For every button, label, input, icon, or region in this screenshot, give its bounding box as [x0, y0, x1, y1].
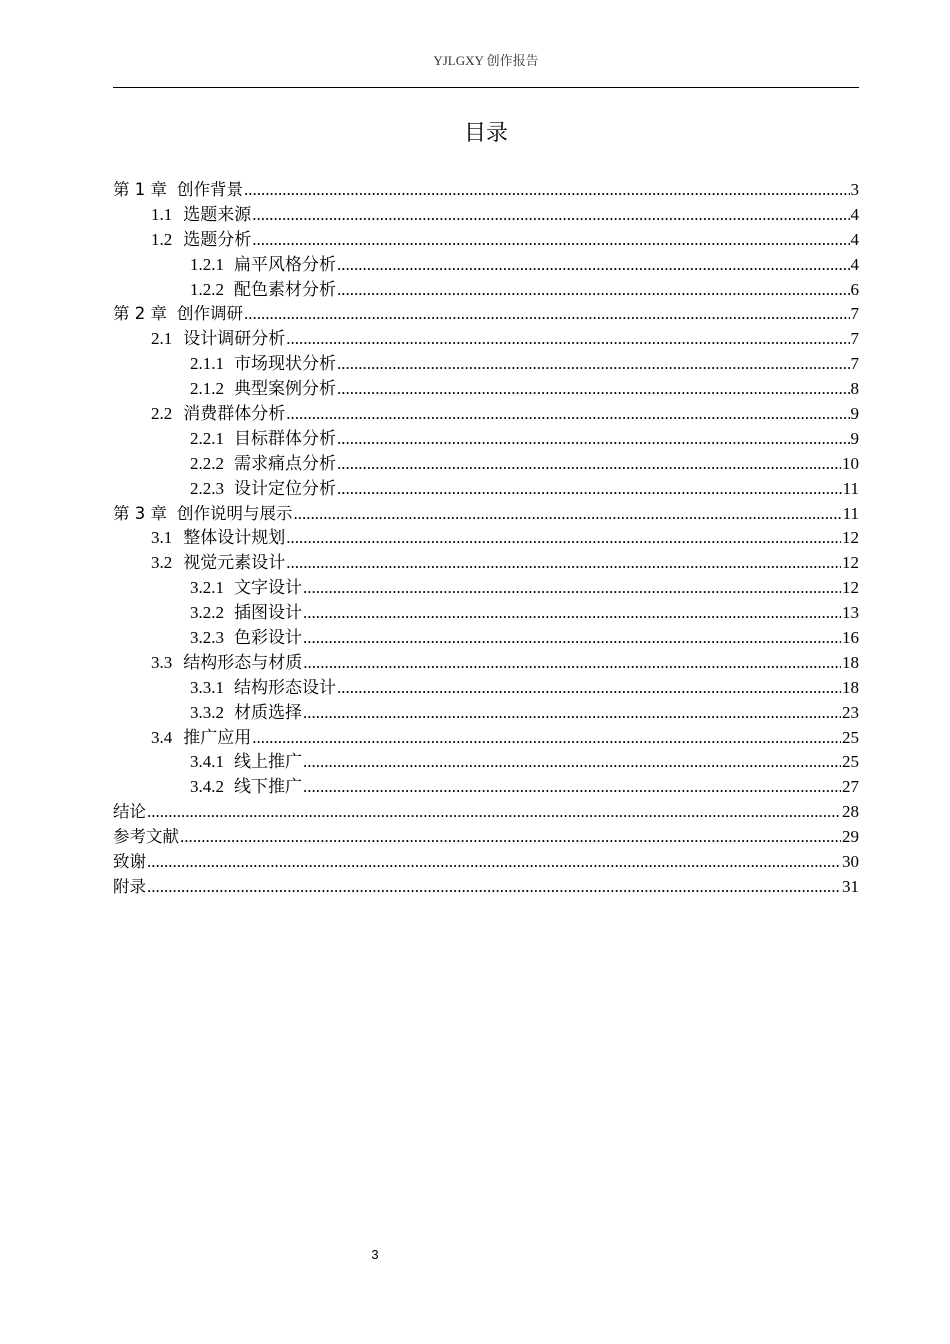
toc-entry-label: [190, 452, 336, 477]
toc-entry-page: 4: [850, 254, 859, 274]
toc-entry-text: 色彩设计: [234, 628, 302, 648]
toc-entry-page: 3: [850, 180, 859, 199]
toc-entry[interactable]: [113, 875, 859, 900]
toc-dot-leader: [244, 302, 850, 327]
toc-entry-label: [190, 477, 336, 502]
toc-entry-page: 7: [850, 304, 859, 324]
toc-dot-leader: [294, 502, 842, 527]
toc-dot-leader: [303, 601, 841, 626]
toc-entry-page: 11: [842, 478, 859, 498]
toc-entry[interactable]: [113, 352, 859, 377]
toc-entry-text: 典型案例分析: [234, 379, 336, 399]
toc-entry-number: 3.3: [151, 652, 173, 672]
toc-dot-leader: [286, 551, 841, 576]
toc-entry-page: 25: [842, 752, 859, 772]
toc-entry[interactable]: [113, 228, 859, 253]
toc-entry-label: [113, 178, 243, 203]
toc-dot-leader: [286, 402, 849, 427]
toc-dot-leader: [303, 701, 841, 726]
toc-entry-number: 1.1: [151, 204, 173, 224]
toc-dot-leader: [337, 352, 850, 377]
toc-entry-text: 材质选择: [234, 702, 302, 722]
toc-entry-page: 29: [842, 827, 859, 847]
footer-page-number: 3: [371, 1247, 379, 1262]
toc-entry-text: 配色素材分析: [234, 279, 336, 299]
toc-entry[interactable]: [113, 701, 859, 726]
toc-entry-page: 12: [842, 578, 859, 598]
toc-entry-label: [113, 302, 243, 327]
toc-dot-leader: [147, 800, 841, 825]
toc-entry[interactable]: [113, 576, 859, 601]
toc-dot-leader: [286, 526, 841, 551]
toc-entry-page: 30: [842, 852, 859, 872]
toc-entry-number: 2.2.3: [190, 478, 224, 498]
toc-entry-label: [190, 775, 302, 800]
toc-entry-text: 扁平风格分析: [234, 254, 336, 274]
toc-entry-text: 创作调研: [177, 304, 243, 324]
toc-dot-leader: [303, 626, 841, 651]
toc-entry-number: 2.2.2: [190, 453, 224, 473]
toc-entry-label: [113, 825, 179, 850]
toc-entry-text: 设计定位分析: [234, 478, 336, 498]
toc-dot-leader: [180, 825, 841, 850]
toc-entry-label: [151, 526, 285, 551]
toc-entry-text: 线下推广: [234, 777, 302, 797]
toc-entry[interactable]: [113, 850, 859, 875]
toc-entry-page: 23: [842, 702, 859, 722]
toc-entry-page: 16: [842, 628, 859, 648]
toc-entry-number: 3.3.2: [190, 702, 224, 722]
toc-entry[interactable]: [113, 825, 859, 850]
toc-entry-number: 3.2.3: [190, 628, 224, 648]
toc-dot-leader: [337, 477, 842, 502]
toc-dot-leader: [252, 203, 849, 228]
toc-dot-leader: [244, 178, 850, 203]
toc-entry-number: 3.4.2: [190, 777, 224, 797]
toc-dot-leader: [286, 327, 849, 352]
toc-title: 目录: [463, 121, 508, 146]
toc-dot-leader: [337, 427, 850, 452]
toc-entry-label: [190, 601, 302, 626]
toc-dot-leader: [252, 228, 849, 253]
toc-entry[interactable]: [113, 626, 859, 651]
toc-entry-label: [190, 427, 336, 452]
toc-entry-label: [113, 875, 146, 900]
toc-entry[interactable]: [113, 601, 859, 626]
toc-entry-label: [190, 750, 302, 775]
toc-entry-text: 线上推广: [234, 752, 302, 772]
toc-entry-label: [151, 203, 251, 228]
toc-entry[interactable]: [113, 327, 859, 352]
toc-entry[interactable]: [113, 502, 859, 527]
toc-entry-page: 7: [850, 329, 859, 349]
toc-entry-label: [190, 676, 336, 701]
toc-entry-label: [151, 551, 285, 576]
toc-entry-label: [190, 253, 336, 278]
toc-entry-text: 插图设计: [234, 603, 302, 623]
toc-entry-label: [151, 651, 302, 676]
toc-entry-text: 设计调研分析: [183, 329, 286, 349]
toc-entry-text: 创作背景: [177, 180, 243, 199]
toc-entry-text: 消费群体分析: [183, 404, 286, 424]
toc-entry-text: 选题来源: [183, 204, 252, 224]
toc-entry[interactable]: [113, 551, 859, 576]
table-of-contents: [113, 178, 859, 900]
toc-dot-leader: [147, 850, 841, 875]
toc-entry-number: 3.1: [151, 528, 173, 548]
toc-entry-text: 创作说明与展示: [177, 503, 293, 523]
toc-entry-number: 3.4: [151, 727, 173, 747]
toc-entry-text: 市场现状分析: [234, 354, 336, 374]
toc-entry[interactable]: [113, 750, 859, 775]
toc-entry-number: 2.2: [151, 404, 173, 424]
toc-entry[interactable]: [113, 377, 859, 402]
toc-entry-number: 2.1.1: [190, 354, 224, 374]
toc-dot-leader: [337, 253, 850, 278]
toc-entry-label: [190, 701, 302, 726]
toc-entry[interactable]: [113, 178, 859, 203]
toc-entry-label: [151, 402, 285, 427]
toc-entry-label: [151, 228, 251, 253]
toc-entry-label: [190, 626, 302, 651]
header-rule: [113, 87, 859, 88]
toc-entry-page: 18: [842, 677, 859, 697]
toc-entry-page: 4: [850, 229, 859, 249]
toc-entry-number: 第 1 章: [113, 180, 167, 199]
toc-entry[interactable]: [113, 427, 859, 452]
toc-entry-number: 第 3 章: [113, 503, 167, 523]
toc-dot-leader: [252, 726, 841, 751]
toc-entry[interactable]: [113, 676, 859, 701]
toc-entry-text: 目标群体分析: [234, 428, 336, 448]
toc-entry-page: 7: [850, 354, 859, 374]
toc-entry-label: [190, 377, 336, 402]
toc-dot-leader: [337, 377, 850, 402]
toc-entry-number: 2.1: [151, 329, 173, 349]
toc-entry-number: 1.2.2: [190, 279, 224, 299]
toc-entry-page: 18: [842, 652, 859, 672]
toc-entry-label: [113, 502, 293, 527]
toc-entry-page: 9: [850, 404, 859, 424]
toc-entry-page: 25: [842, 727, 859, 747]
toc-dot-leader: [147, 875, 841, 900]
toc-entry-number: 第 2 章: [113, 304, 167, 324]
toc-entry[interactable]: [113, 800, 859, 825]
toc-entry-page: 8: [850, 379, 859, 399]
toc-entry-number: 3.3.1: [190, 677, 224, 697]
toc-entry-label: [190, 278, 336, 303]
toc-entry[interactable]: [113, 651, 859, 676]
toc-entry-label: [190, 352, 336, 377]
toc-entry-text: 推广应用: [183, 727, 252, 747]
toc-entry-number: 3.2: [151, 553, 173, 573]
toc-entry-page: 28: [842, 802, 859, 822]
toc-entry-number: 2.2.1: [190, 428, 224, 448]
toc-entry-text: 结构形态设计: [234, 677, 336, 697]
toc-entry-page: 11: [842, 503, 859, 523]
toc-entry-text: 致谢: [113, 852, 146, 872]
toc-dot-leader: [303, 576, 841, 601]
toc-entry[interactable]: [113, 726, 859, 751]
toc-entry-page: 12: [842, 553, 859, 573]
toc-entry-page: 27: [842, 777, 859, 797]
toc-entry-label: [113, 800, 146, 825]
toc-entry-page: 12: [842, 528, 859, 548]
toc-entry-number: 3.2.2: [190, 603, 224, 623]
toc-dot-leader: [337, 676, 841, 701]
toc-dot-leader: [303, 651, 841, 676]
toc-entry-text: 需求痛点分析: [234, 453, 336, 473]
toc-entry[interactable]: [113, 278, 859, 303]
toc-entry[interactable]: [113, 402, 859, 427]
toc-entry-label: [190, 576, 302, 601]
toc-dot-leader: [303, 750, 841, 775]
toc-entry-number: 1.2: [151, 229, 173, 249]
toc-entry[interactable]: [113, 203, 859, 228]
toc-entry-text: 文字设计: [234, 578, 302, 598]
toc-entry-label: [151, 327, 285, 352]
toc-entry-number: 3.2.1: [190, 578, 224, 598]
toc-entry-number: 3.4.1: [190, 752, 224, 772]
toc-entry-label: [151, 726, 251, 751]
toc-entry[interactable]: [113, 775, 859, 800]
toc-entry-text: 选题分析: [183, 229, 252, 249]
toc-entry-text: 参考文献: [113, 827, 179, 847]
toc-dot-leader: [337, 452, 841, 477]
toc-entry[interactable]: [113, 302, 859, 327]
toc-entry-text: 附录: [113, 876, 146, 896]
toc-entry[interactable]: [113, 253, 859, 278]
toc-entry-page: 31: [842, 876, 859, 896]
toc-entry-page: 13: [842, 603, 859, 623]
toc-dot-leader: [337, 278, 850, 303]
toc-entry-text: 结论: [113, 802, 146, 822]
toc-entry-text: 结构形态与材质: [183, 652, 303, 672]
toc-entry-number: 2.1.2: [190, 379, 224, 399]
running-header: YJLGXY 创作报告: [433, 53, 539, 68]
toc-entry-text: 整体设计规划: [183, 528, 286, 548]
toc-entry-page: 4: [850, 204, 859, 224]
toc-entry-page: 6: [850, 279, 859, 299]
toc-entry[interactable]: [113, 452, 859, 477]
toc-entry-page: 9: [850, 428, 859, 448]
toc-entry-label: [113, 850, 146, 875]
toc-entry[interactable]: [113, 477, 859, 502]
toc-entry-text: 视觉元素设计: [183, 553, 286, 573]
toc-entry[interactable]: [113, 526, 859, 551]
toc-entry-number: 1.2.1: [190, 254, 224, 274]
toc-entry-page: 10: [842, 453, 859, 473]
toc-dot-leader: [303, 775, 841, 800]
